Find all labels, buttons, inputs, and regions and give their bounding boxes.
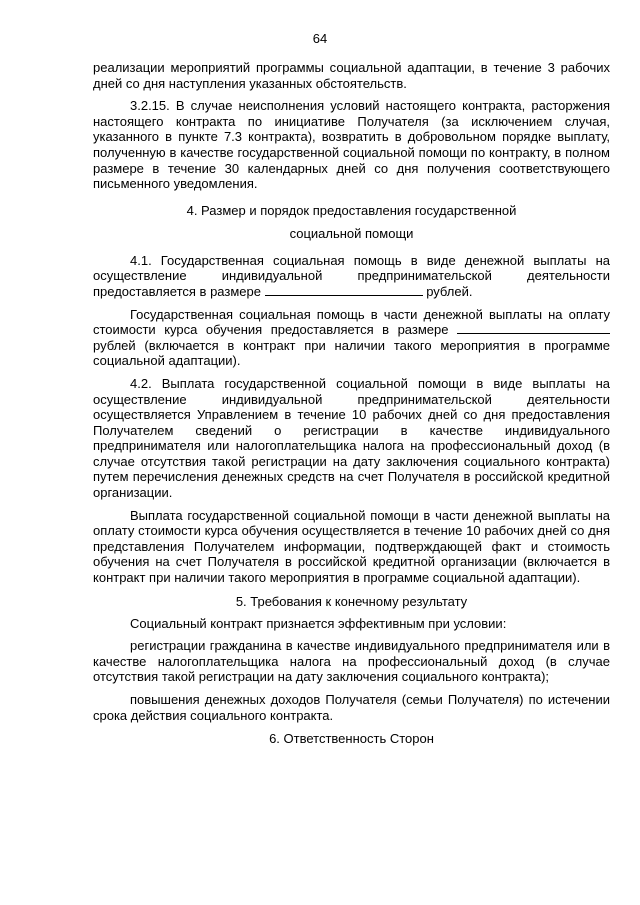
document-body (93, 60, 610, 753)
paragraph-training-payout: Выплата государственной социальной помощи в части денежной выплаты на оплату стоимости курса обучения осуществляется в течение 10 рабочих дней со дня представления Получателем информации, подтверждающей факт и стоимость обучения на счет Получателя в российской кредитной организации (включается в контракт при наличии такого мероприятия в программе социальной адаптации). (93, 507, 610, 586)
paragraph-training-payment (93, 307, 610, 369)
paragraph-4-1-suffix: рублей. (422, 283, 473, 299)
paragraph-4-1-text: 4.1. Государственная социальная помощь в виде денежной выплаты на осуществление индивидуальной предпринимательской деятельности предоставляется в размере (93, 252, 610, 299)
paragraph-training-suffix: рублей (включается в контракт при наличии такого мероприятия в программе социальной адаптации). (93, 337, 610, 369)
paragraph-4-1 (93, 253, 610, 300)
section-4-title-line-2: социальной помощи (289, 225, 414, 241)
amount-blank-field (265, 284, 423, 296)
paragraph-3-2-15: 3.2.15. В случае неисполнения условий настоящего контракта, расторжения настоящего контракта по инициативе Получателя (за исключением случая, указанного в пункте 7.3 контракта), возвратить в добровольном порядке выплату, полученную в качестве государственной социальной помощи по контракту, в полном размере в течение 30 календарных дней со дня получения соответствующего письменного уведомления. (93, 98, 610, 192)
paragraph-registration: регистрации гражданина в качестве индивидуального предпринимателя или в качестве налогоплательщика налога на профессиональный доход (в случае отсутствия такой регистрации на дату заключения социального контракта); (93, 638, 610, 685)
page-number: 64 (312, 31, 328, 46)
section-5-title: 5. Требования к конечному результату (235, 593, 468, 609)
paragraph-continuation: реализации мероприятий программы социальной адаптации, в течение 3 рабочих дней со дня наступления указанных обстоятельств. (93, 60, 610, 91)
section-4-title-line-1: 4. Размер и порядок предоставления государственной (186, 202, 517, 218)
paragraph-effectiveness: Социальный контракт признается эффективным при условии: (130, 615, 507, 631)
paragraph-income: повышения денежных доходов Получателя (семьи Получателя) по истечении срока действия социального контракта. (93, 692, 610, 723)
paragraph-training-text: Государственная социальная помощь в части денежной выплаты на оплату стоимости курса обучения предоставляется в размере (93, 306, 610, 338)
paragraph-4-2: 4.2. Выплата государственной социальной помощи в виде выплаты на осуществление индивидуальной предпринимательской деятельности осуществляется Управлением в течение 10 рабочих дней со дня предоставления Получателем сведений о регистрации в качестве индивидуального предпринимателя или налогоплательщика налога на профессиональный доход (в случае отсутствия такой регистрации на дату заключения социального контракта) путем перечисления денежных средств на счет Получателя в российской кредитной организации. (93, 375, 610, 501)
section-6-title: 6. Ответственность Сторон (269, 731, 434, 747)
training-amount-blank-field (457, 322, 610, 334)
